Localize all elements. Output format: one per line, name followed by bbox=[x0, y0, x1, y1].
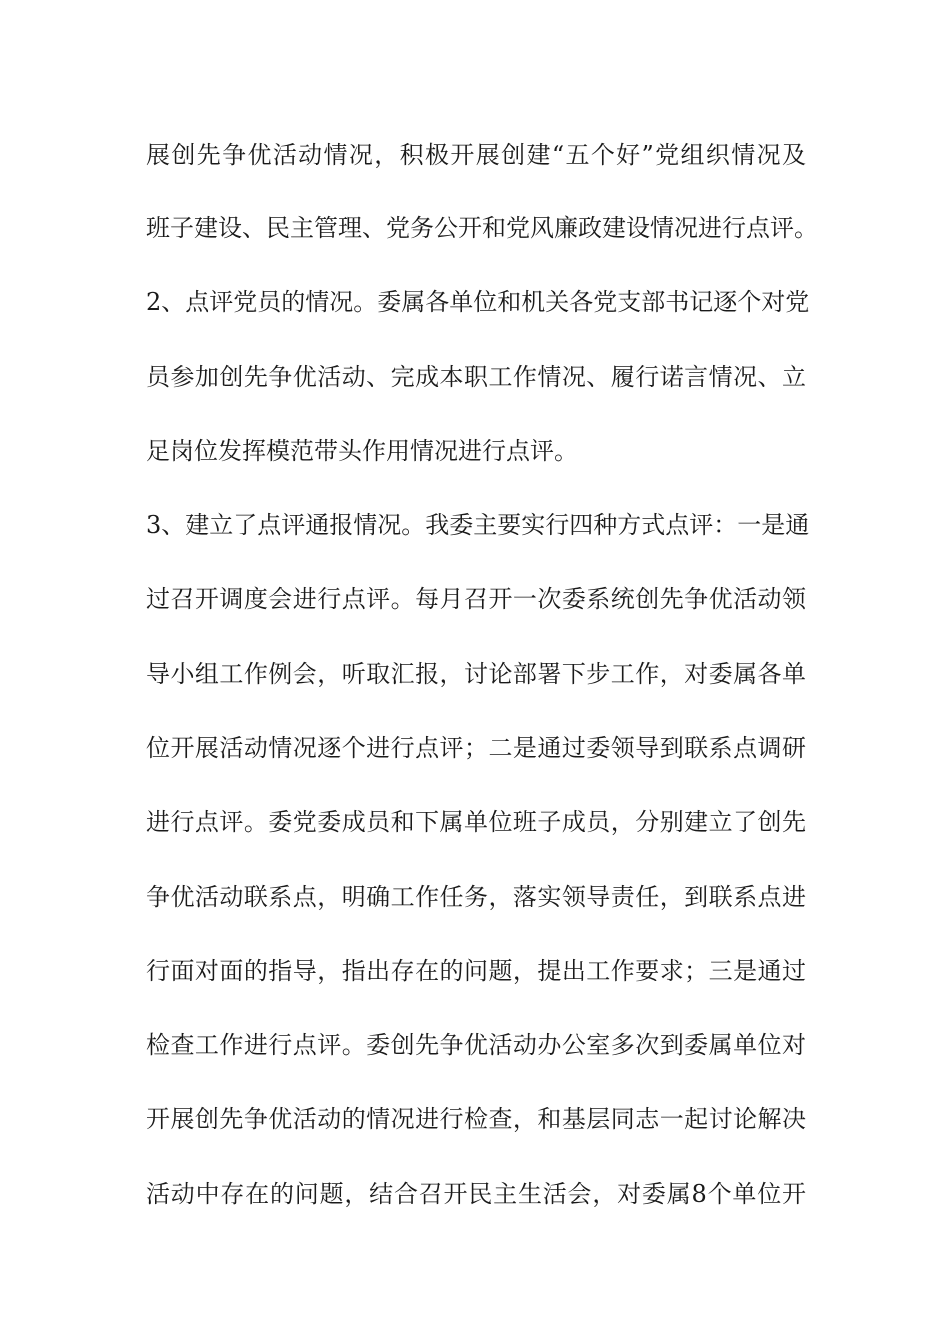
text-line: 2、点评党员的情况。委属各单位和机关各党支部书记逐个对党 bbox=[146, 288, 810, 316]
text-line: 争优活动联系点，明确工作任务，落实领导责任，到联系点进 bbox=[146, 883, 806, 911]
text-line: 行面对面的指导，指出存在的问题，提出工作要求；三是通过 bbox=[146, 957, 806, 985]
text-line: 员参加创先争优活动、完成本职工作情况、履行诺言情况、立 bbox=[146, 363, 806, 391]
text-line: 活动中存在的问题，结合召开民主生活会，对委属8个单位开 bbox=[146, 1180, 806, 1208]
text-line: 班子建设、民主管理、党务公开和党风廉政建设情况进行点评。 bbox=[146, 214, 818, 242]
text-line: 展创先争优活动情况，积极开展创建“五个好”党组织情况及 bbox=[146, 141, 806, 169]
text-line: 足岗位发挥模范带头作用情况进行点评。 bbox=[146, 437, 578, 465]
text-line: 位开展活动情况逐个进行点评；二是通过委领导到联系点调研 bbox=[146, 734, 806, 762]
text-line: 3、建立了点评通报情况。我委主要实行四种方式点评：一是通 bbox=[146, 511, 810, 539]
text-line: 过召开调度会进行点评。每月召开一次委系统创先争优活动领 bbox=[146, 585, 806, 613]
text-line: 开展创先争优活动的情况进行检查，和基层同志一起讨论解决 bbox=[146, 1105, 806, 1133]
text-line: 检查工作进行点评。委创先争优活动办公室多次到委属单位对 bbox=[146, 1031, 806, 1059]
text-line: 导小组工作例会，听取汇报，讨论部署下步工作，对委属各单 bbox=[146, 660, 806, 688]
text-line: 进行点评。委党委成员和下属单位班子成员，分别建立了创先 bbox=[146, 808, 806, 836]
